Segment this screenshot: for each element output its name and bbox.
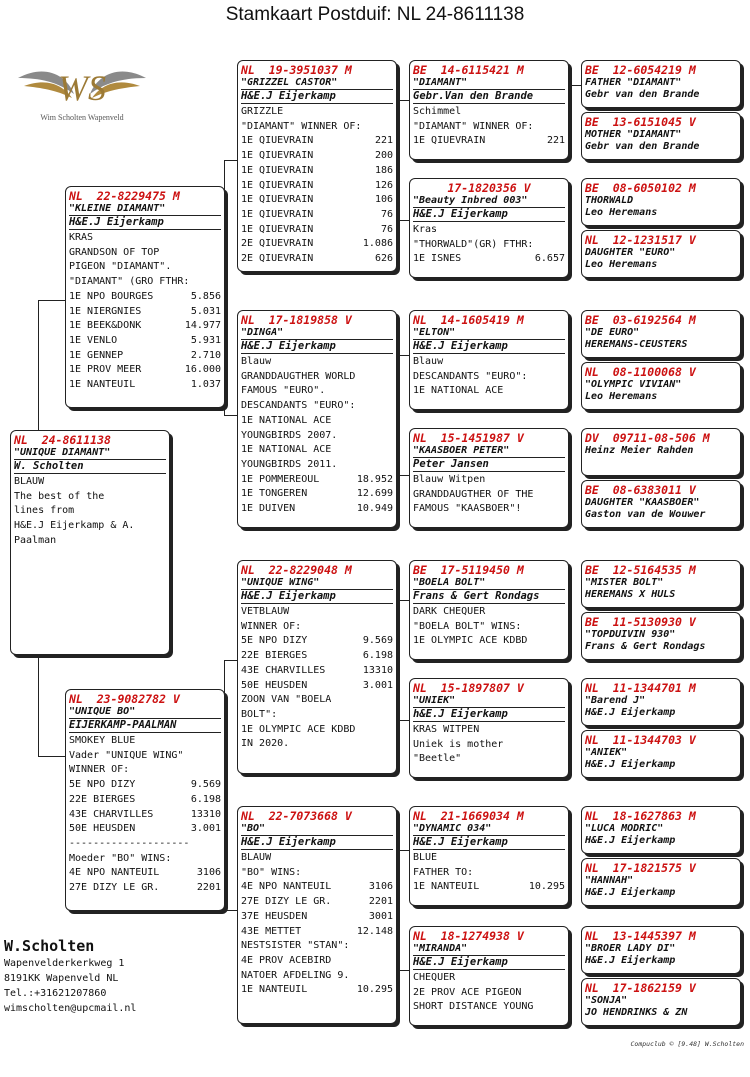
info-line: 1E OLYMPIC ACE KDBD: [241, 723, 356, 735]
info-line: 43E METTET 12.148: [241, 925, 393, 937]
connector-line: [399, 355, 409, 356]
breeder: H&E.J Eijerkamp: [585, 707, 676, 718]
ring-number: NL 18-1627863 M: [585, 809, 696, 823]
pigeon-card-fmm[interactable]: [409, 428, 569, 528]
pigeon-name: "Barend J": [585, 695, 646, 706]
owner-block: [4, 936, 224, 1016]
info-line: 4E NPO NANTEUIL 3106: [241, 881, 393, 893]
pigeon-card-g11[interactable]: [581, 678, 741, 726]
pigeon-card-mfm[interactable]: [409, 678, 569, 778]
breeder: H&E.J Eijerkamp: [413, 836, 565, 850]
pigeon-name: "DE EURO": [585, 327, 640, 338]
pigeon-card-father[interactable]: [65, 186, 225, 408]
info-line: 1E NIERGNIES 5.031: [69, 305, 221, 317]
connector-line: [224, 660, 237, 661]
pigeon-name: DAUGHTER "KAASBOER": [585, 497, 700, 508]
ring-number: NL 11-1344703 V: [585, 733, 696, 747]
connector-line: [571, 833, 572, 883]
ring-number: NL 11-1344701 M: [585, 681, 696, 695]
pigeon-card-ffm[interactable]: [409, 178, 569, 278]
info-line: Moeder "BO" WINS:: [69, 852, 172, 864]
connector-line: [399, 355, 400, 475]
logo-caption: Wim Scholten Wapenveld: [40, 113, 124, 122]
info-line: --------------------: [69, 837, 190, 849]
info-line: WINNER OF:: [69, 764, 130, 776]
info-line: GRANDDAUGTHER WORLD: [241, 370, 356, 382]
pigeon-name: "DINGA": [241, 327, 393, 340]
ring-number: NL 17-1862159 V: [585, 981, 696, 995]
ring-number: BE 14-6115421 M: [413, 63, 524, 77]
pigeon-name: THORWALD: [585, 195, 634, 206]
info-line: 1E PROV MEER 16.000: [69, 364, 221, 376]
info-line: NATOER AFDELING 9.: [241, 969, 350, 981]
breeder: Peter Jansen: [413, 458, 565, 472]
pigeon-card-mf[interactable]: [237, 560, 397, 774]
pigeon-card-fmf[interactable]: [409, 310, 569, 410]
breeder: Frans & Gert Rondags: [413, 590, 565, 604]
connector-line: [571, 583, 572, 633]
pigeon-name: "KLEINE DIAMANT": [69, 203, 221, 216]
info-line: DESCANDANTS "EURO":: [241, 400, 356, 412]
pigeon-name: "BROER LADY DI": [585, 943, 676, 954]
ring-number: DV 09711-08-506 M: [585, 431, 710, 445]
breeder: H&E.J Eijerkamp: [69, 216, 221, 230]
info-line: GRANDSON OF TOP: [69, 246, 160, 258]
ring-number: NL 23-9082782 V: [69, 692, 180, 706]
info-line: FAMOUS "EURO".: [241, 385, 326, 397]
pigeon-card-g15[interactable]: [581, 926, 741, 974]
info-line: 2E QIUEVRAIN 626: [241, 253, 393, 265]
info-line: The best of the: [14, 490, 105, 502]
info-line: 37E HEUSDEN 3001: [241, 910, 393, 922]
owner-name: W.Scholten: [4, 937, 95, 955]
pigeon-name: "UNIQUE WING": [241, 577, 393, 590]
ring-number: BE 12-5164535 M: [585, 563, 696, 577]
info-line: SHORT DISTANCE YOUNG: [413, 1001, 534, 1013]
info-line: "BO" WINS:: [241, 866, 302, 878]
owner-phone: Tel.:+31621207860: [4, 988, 107, 999]
ring-number: NL 21-1669034 M: [413, 809, 524, 823]
connector-line: [399, 100, 400, 220]
info-line: 1E QIUEVRAIN 221: [413, 135, 565, 147]
ring-number: BE 08-6050102 M: [585, 181, 696, 195]
ring-number: NL 13-1445397 M: [585, 929, 696, 943]
breeder: HEREMANS X HULS: [585, 589, 676, 600]
pigeon-name: "DIAMANT": [413, 77, 565, 90]
pigeon-card-g5[interactable]: [581, 310, 741, 358]
info-line: 4E NPO NANTEUIL 3106: [69, 867, 221, 879]
info-line: 1E QIUEVRAIN 200: [241, 150, 393, 162]
info-line: 5E NPO DIZY 9.569: [241, 635, 393, 647]
info-line: Blauw: [241, 356, 272, 367]
info-line: 1E NANTEUIL 10.295: [241, 984, 393, 996]
connector-line: [399, 100, 409, 101]
info-line: 1E OLYMPIC ACE KDBD: [413, 635, 528, 647]
info-line: KRAS: [69, 232, 94, 243]
info-line: lines from: [14, 505, 75, 517]
ring-number: NL 14-1605419 M: [413, 313, 524, 327]
page-title: Stamkaart Postduif: NL 24-8611138: [225, 4, 525, 25]
info-line: 1E QIUEVRAIN 76: [241, 208, 393, 220]
info-line: 50E HEUSDEN 3.001: [241, 679, 393, 691]
connector-line: [571, 85, 581, 86]
pigeon-name: "ELTON": [413, 327, 565, 340]
pigeon-name: "BOELA BOLT": [413, 577, 565, 590]
info-line: H&E.J Eijerkamp & A.: [14, 520, 135, 532]
breeder: H&E.J Eijerkamp: [585, 759, 676, 770]
ring-number: NL 22-8229048 M: [241, 563, 352, 577]
info-line: FATHER TO:: [413, 866, 474, 878]
info-line: 1E NATIONAL ACE: [241, 444, 332, 456]
pigeon-name: "UNIQUE DIAMANT": [14, 447, 166, 460]
pigeon-name: "ANIEK": [585, 747, 628, 758]
connector-line: [399, 475, 409, 476]
ring-number: NL 19-3951037 M: [241, 63, 352, 77]
info-line: Blauw Witpen: [413, 474, 486, 485]
ring-number: NL 17-1821575 V: [585, 861, 696, 875]
info-line: 1E QIUEVRAIN 221: [241, 135, 393, 147]
pigeon-card-mff[interactable]: [409, 560, 569, 660]
info-line: Vader "UNIQUE WING": [69, 749, 184, 761]
connector-line: [399, 600, 400, 720]
info-line: 1E POMMEREOUL 18.952: [241, 473, 393, 485]
info-line: 1E NATIONAL ACE: [413, 385, 504, 397]
info-line: Kras: [413, 224, 438, 235]
info-line: IN 2020.: [241, 738, 290, 750]
info-line: 1E QIUEVRAIN 76: [241, 223, 393, 235]
ring-number: NL 22-7073668 V: [241, 809, 352, 823]
info-line: GRANDDAUGTHER OF THE: [413, 488, 534, 500]
info-line: VETBLAUW: [241, 606, 290, 617]
pigeon-name: "OLYMPIC VIVIAN": [585, 379, 682, 390]
connector-line: [571, 85, 572, 135]
breeder: Leo Heremans: [585, 391, 658, 402]
pigeon-card-g6[interactable]: [581, 362, 741, 410]
connector-line: [399, 970, 409, 971]
owner-email[interactable]: wimscholten@upcmail.nl: [4, 1003, 137, 1014]
ring-number: NL 15-1451987 V: [413, 431, 524, 445]
ring-number: NL 15-1897807 V: [413, 681, 524, 695]
ring-number: 17-1820356 V: [447, 181, 531, 195]
ring-number: BE 08-6383011 V: [585, 483, 696, 497]
breeder: Leo Heremans: [585, 259, 658, 270]
info-line: 1E QIUEVRAIN 186: [241, 164, 393, 176]
info-line: 1E QIUEVRAIN 106: [241, 194, 393, 206]
info-line: BLAUW: [241, 852, 272, 863]
info-line: GRIZZLE: [241, 106, 284, 117]
info-line: FAMOUS "KAASBOER"!: [413, 503, 522, 515]
info-line: 1E VENLO 5.931: [69, 334, 221, 346]
pigeon-name: "LUCA MODRIC": [585, 823, 664, 834]
ring-number: BE 11-5130930 V: [585, 615, 696, 629]
pigeon-name: FATHER "DIAMANT": [585, 77, 682, 88]
info-line: 27E DIZY LE GR. 2201: [241, 896, 393, 908]
info-line: 1E NANTEUIL 10.295: [413, 881, 565, 893]
info-line: DARK CHEQUER: [413, 606, 486, 617]
connector-line: [38, 300, 39, 432]
info-line: 22E BIERGES 6.198: [69, 793, 221, 805]
pigeon-card-fff[interactable]: [409, 60, 569, 160]
pigeon-card-fm[interactable]: [237, 310, 397, 528]
connector-line: [38, 656, 39, 756]
wings-logo-icon: [14, 56, 150, 114]
connector-line: [399, 850, 400, 970]
info-line: 43E CHARVILLES 13310: [69, 808, 221, 820]
info-line: DESCANDANTS "EURO":: [413, 370, 528, 382]
info-line: ZOON VAN "BOELA: [241, 694, 332, 706]
ring-number: BE 17-5119450 M: [413, 563, 524, 577]
info-line: 43E CHARVILLES 13310: [241, 664, 393, 676]
breeder: H&E.J Eijerkamp: [241, 90, 393, 104]
pigeon-name: MOTHER "DIAMANT": [585, 129, 682, 140]
pigeon-card-g9[interactable]: [581, 560, 741, 608]
pigeon-card-g13[interactable]: [581, 806, 741, 854]
pigeon-name: "GRIZZEL CASTOR": [241, 77, 393, 90]
info-line: SMOKEY BLUE: [69, 735, 136, 746]
info-line: 22E BIERGES 6.198: [241, 650, 393, 662]
connector-line: [399, 850, 409, 851]
info-line: 1E DUIVEN 10.949: [241, 503, 393, 515]
pigeon-card-g4[interactable]: [581, 230, 741, 278]
breeder: H&E.J Eijerkamp: [413, 208, 565, 222]
breeder: H&E.J Eijerkamp: [413, 340, 565, 354]
connector-line: [399, 600, 409, 601]
pigeon-name: "BO": [241, 823, 393, 836]
info-line: Paalman: [14, 534, 57, 546]
pigeon-name: "UNIQUE BO": [69, 706, 221, 719]
pigeon-name: "UNIEK": [413, 695, 565, 708]
breeder: Gebr van den Brande: [585, 141, 700, 152]
pigeon-name: "SONJA": [585, 995, 628, 1006]
ring-number: BE 03-6192564 M: [585, 313, 696, 327]
info-line: YOUNGBIRDS 2007.: [241, 429, 338, 441]
breeder: H&E.J Eijerkamp: [585, 887, 676, 898]
info-line: 2E PROV ACE PIGEON: [413, 986, 522, 998]
pigeon-card-ff[interactable]: [237, 60, 397, 272]
pigeon-name: "DYNAMIC 034": [413, 823, 565, 836]
pigeon-card-subject[interactable]: [10, 430, 170, 655]
breeder: Gaston van de Wouwer: [585, 509, 706, 520]
ring-number: NL 18-1274938 V: [413, 929, 524, 943]
logo-initials: WS: [58, 68, 106, 108]
ring-number: NL 24-8611138: [14, 433, 111, 447]
breeder: H&E.J Eijerkamp: [585, 955, 676, 966]
pigeon-name: "KAASBOER PETER": [413, 445, 565, 458]
ring-number: NL 17-1819858 V: [241, 313, 352, 327]
breeder: H&E.J Eijerkamp: [241, 836, 393, 850]
owner-address-line: 8191KK Wapenveld NL: [4, 973, 119, 984]
breeder: W. Scholten: [14, 460, 166, 474]
connector-line: [571, 455, 572, 505]
pigeon-name: "TOPDUIVIN 930": [585, 629, 676, 640]
pigeon-card-mother[interactable]: [65, 689, 225, 911]
pigeon-card-mmm[interactable]: [409, 926, 569, 1026]
breeder: Heinz Meier Rahden: [585, 445, 694, 456]
info-line: Uniek is mother: [413, 738, 504, 750]
breeder: h&E.J Eijerkamp: [413, 708, 565, 722]
pigeon-card-mmf[interactable]: [409, 806, 569, 906]
breeder: H&E.J Eijerkamp: [585, 835, 676, 846]
info-line: KRAS WITPEN: [413, 724, 480, 735]
pigeon-card-g12[interactable]: [581, 730, 741, 778]
connector-line: [38, 300, 65, 301]
ring-number: NL 22-8229475 M: [69, 189, 180, 203]
pigeon-card-g7[interactable]: [581, 428, 741, 476]
pigeon-name: "MISTER BOLT": [585, 577, 664, 588]
breeder: H&E.J Eijerkamp: [241, 340, 393, 354]
info-line: BLAUW: [14, 476, 45, 487]
info-line: CHEQUER: [413, 972, 456, 983]
info-line: "Beetle": [413, 753, 462, 765]
info-line: "BOELA BOLT" WINS:: [413, 620, 522, 632]
info-line: 1E BEEK&DONK 14.977: [69, 320, 221, 332]
connector-line: [38, 756, 65, 757]
pigeon-name: "HANNAH": [585, 875, 634, 886]
connector-line: [571, 953, 572, 1003]
breeder: Frans & Gert Rondags: [585, 641, 706, 652]
breeder: Gebr van den Brande: [585, 89, 700, 100]
ring-number: BE 12-6054219 M: [585, 63, 696, 77]
info-line: "THORWALD"(GR) FTHR:: [413, 238, 534, 250]
connector-line: [224, 415, 237, 416]
info-line: "DIAMANT" (GRO FTHR:: [69, 276, 190, 288]
pigeon-card-g2[interactable]: [581, 112, 741, 160]
pigeon-card-g3[interactable]: [581, 178, 741, 226]
info-line: 5E NPO DIZY 9.569: [69, 779, 221, 791]
connector-line: [399, 220, 409, 221]
info-line: "DIAMANT" WINNER OF:: [241, 120, 362, 132]
info-line: 1E QIUEVRAIN 126: [241, 179, 393, 191]
pigeon-card-g8[interactable]: [581, 480, 741, 528]
info-line: PIGEON "DIAMANT".: [69, 261, 172, 273]
info-line: 1E ISNES 6.657: [413, 253, 565, 265]
breeder: HEREMANS-CEUSTERS: [585, 339, 688, 350]
breeder: Gebr.Van den Brande: [413, 90, 565, 104]
connector-line: [399, 720, 409, 721]
connector-line: [571, 205, 572, 255]
connector-line: [224, 910, 237, 911]
info-line: WINNER OF:: [241, 620, 302, 632]
pigeon-card-g10[interactable]: [581, 612, 741, 660]
breeder: H&E.J Eijerkamp: [241, 590, 393, 604]
ring-number: NL 08-1100068 V: [585, 365, 696, 379]
info-line: Schimmel: [413, 106, 462, 117]
pigeon-card-mm[interactable]: [237, 806, 397, 1024]
info-line: Blauw: [413, 356, 444, 367]
footer-credit: Compuclub © [9.48] W.Scholten: [630, 1040, 744, 1048]
info-line: NESTSISTER "STAN":: [241, 940, 350, 952]
info-line: BLUE: [413, 852, 438, 863]
owner-address-line: Wapenvelderkerkweg 1: [4, 958, 125, 969]
info-line: 50E HEUSDEN 3.001: [69, 823, 221, 835]
ring-number: NL 12-1231517 V: [585, 233, 696, 247]
pigeon-name: "MIRANDA": [413, 943, 565, 956]
connector-line: [571, 703, 572, 753]
breeder: Leo Heremans: [585, 207, 658, 218]
info-line: BOLT":: [241, 708, 278, 720]
info-line: 4E PROV ACEBIRD: [241, 954, 332, 966]
info-line: 1E NATIONAL ACE: [241, 414, 332, 426]
info-line: 1E NANTEUIL 1.037: [69, 379, 221, 391]
ring-number: BE 13-6151045 V: [585, 115, 696, 129]
pigeon-name: "Beauty Inbred 003": [413, 195, 565, 208]
info-line: 1E TONGEREN 12.699: [241, 488, 393, 500]
info-line: 27E DIZY LE GR. 2201: [69, 882, 221, 894]
pigeon-card-g1[interactable]: [581, 60, 741, 108]
info-line: 2E QIUEVRAIN 1.086: [241, 238, 393, 250]
connector-line: [571, 335, 572, 385]
info-line: YOUNGBIRDS 2011.: [241, 458, 338, 470]
breeder: JO HENDRINKS & ZN: [585, 1007, 688, 1018]
breeder: H&E.J Eijerkamp: [413, 956, 565, 970]
pigeon-card-g14[interactable]: [581, 858, 741, 906]
info-line: 1E NPO BOURGES 5.856: [69, 290, 221, 302]
connector-line: [224, 160, 237, 161]
info-line: "DIAMANT" WINNER OF:: [413, 120, 534, 132]
info-line: 1E GENNEP 2.710: [69, 349, 221, 361]
pigeon-name: DAUGHTER "EURO": [585, 247, 676, 258]
pigeon-card-g16[interactable]: [581, 978, 741, 1026]
breeder: EIJERKAMP-PAALMAN: [69, 719, 221, 733]
